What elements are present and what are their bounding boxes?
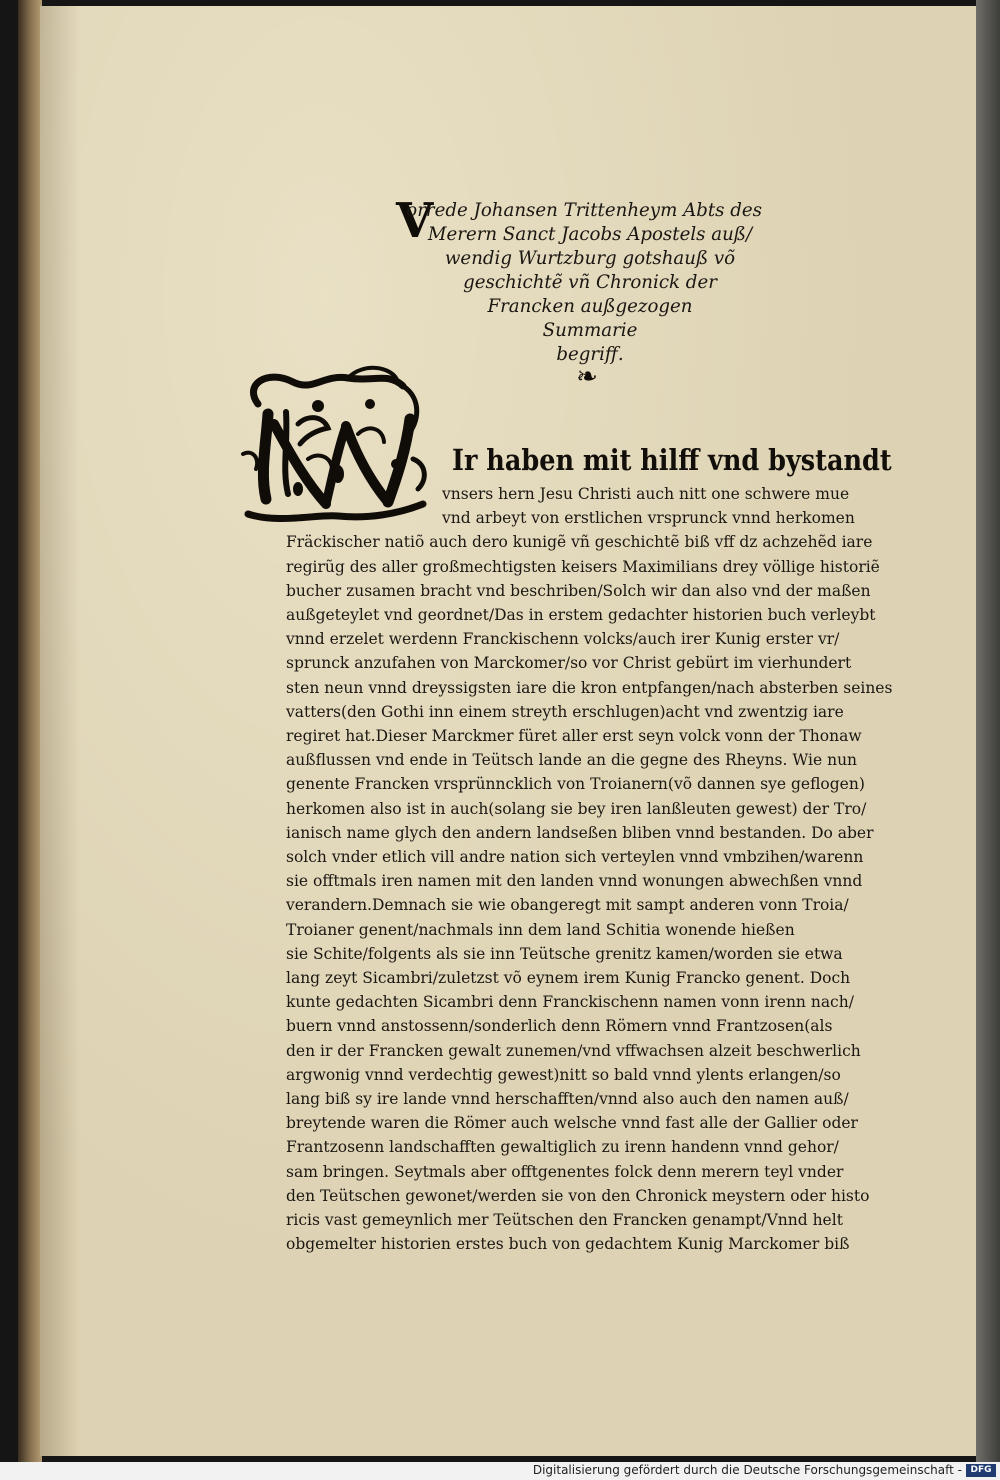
body-line: verandern.Demnach sie wie obangeregt mit sampt anderen vonn Troia/	[286, 896, 849, 915]
body-line: argwonig vnnd verdechtig gewest)nitt so bald vnnd ylents erlangen/so	[286, 1065, 841, 1084]
fleuron-ornament: ❧	[576, 362, 598, 392]
body-line: Troianer genent/nachmals inn dem land Schitia wonende hießen	[286, 920, 795, 939]
body-line: den ir der Francken gewalt zunemen/vnd vffwachsen alzeit beschwerlich	[286, 1041, 861, 1060]
body-line: vatters(den Gothi inn einem streyth erschlugen)acht vnd zwentzig iare	[286, 702, 844, 721]
body-line: buern vnnd anstossenn/sonderlich denn Römern vnnd Frantzosen(als	[286, 1017, 833, 1036]
body-line: vnd arbeyt von erstlichen vrsprunck vnnd herkomen	[442, 509, 855, 528]
decorated-initial-w	[238, 364, 434, 524]
body-line: Fräckischer natiõ auch dero kunigẽ vñ geschichtẽ biß vff dz achzehẽd iare	[286, 533, 873, 552]
body-line: sie Schite/folgents als sie inn Teütsche grenitz kamen/worden sie etwa	[286, 944, 843, 963]
body-line: sten neun vnnd dreyssigsten iare die kron entpfangen/nach absterben seines	[286, 678, 893, 697]
body-line: obgemelter historien erstes buch von gedachtem Kunig Marckomer biß	[286, 1235, 850, 1254]
body-line: sie offtmals iren namen mit den landen vnnd wonungen abwechßen vnnd	[286, 872, 863, 891]
body-line: bucher zusamen bracht vnd beschriben/Solch wir dan also vnd der maßen	[286, 581, 871, 600]
body-line: herkomen also ist in auch(solang sie bey iren lanßleuten gewest) der Tro/	[286, 799, 867, 818]
book-spine-edge	[18, 0, 42, 1462]
page-right-edge	[976, 0, 1000, 1462]
heading-initial: V	[396, 193, 434, 249]
dfg-logo: DFG	[966, 1464, 996, 1477]
body-line: lang zeyt Sicambri/zuletzst võ eynem irem Kunig Francko genent. Doch	[286, 969, 851, 987]
body-line: regirũg des aller großmechtigsten keisers Maximilians drey völlige historiẽ	[286, 557, 880, 576]
body-line: ricis vast gemeynlich mer Teütschen den Francken genampt/Vnnd helt	[286, 1211, 843, 1229]
heading-line: geschichtẽ vñ Chronick der	[463, 271, 717, 293]
body-line: solch vnder etlich vill andre nation sich verteylen vnnd vmbzihen/warenn	[286, 848, 864, 866]
body-line: breytende waren die Römer auch welsche vnnd fast alle der Gallier oder	[286, 1114, 858, 1133]
preface-heading	[360, 193, 820, 366]
body-line: regiret hat.Dieser Marckmer füret aller erst seyn volck vonn der Thonaw	[286, 727, 862, 745]
body-line: ianisch name glych den andern landseßen bliben vnnd bestanden. Do aber	[286, 823, 874, 842]
heading-line: wendig Wurtzburg gotshauß võ	[444, 247, 736, 269]
digitization-footer	[0, 1462, 1000, 1480]
opening-line: Ir haben mit hilff vnd bystandt	[452, 443, 892, 477]
heading-line: Francken außgezogen	[487, 295, 693, 317]
body-line: außgeteylet vnd geordnet/Das in erstem gedachter historien buch verleybt	[286, 606, 876, 624]
body-line: vnsers hern Jesu Christi auch nitt one schwere mue	[442, 485, 850, 503]
body-line: genente Francken vrsprünncklich von Troianern(võ dannen sye geflogen)	[286, 775, 865, 794]
body-line: vnnd erzelet werdenn Franckischenn volcks/auch irer Kunig erster vr/	[286, 630, 840, 649]
body-line: Frantzosenn landschafften gewaltiglich zu irenn handenn vnnd gehor/	[286, 1138, 839, 1157]
body-line: lang biß sy ire lande vnnd herschafften/vnnd also auch den namen auß/	[286, 1090, 849, 1108]
body-line: den Teütschen gewonet/werden sie von den Chronick meystern oder histo	[286, 1186, 870, 1205]
heading-line: orrede Johansen Trittenheym Abts des	[406, 199, 763, 221]
body-line: kunte gedachten Sicambri denn Franckischenn namen vonn irenn nach/	[286, 993, 854, 1012]
body-line: sprunck anzufahen von Marckomer/so vor Christ gebürt im vierhundert	[286, 654, 852, 673]
body-line: außflussen vnd ende in Teütsch lande an die gegne des Rheyns. Wie nun	[286, 751, 858, 770]
heading-line: Summarie	[542, 319, 638, 341]
funding-credit: Digitalisierung gefördert durch die Deutsche Forschungsgemeinschaft -	[532, 1463, 962, 1477]
body-line: sam bringen. Seytmals aber offtgenentes folck denn merern teyl vnder	[286, 1162, 844, 1181]
heading-line: begriff.	[556, 343, 624, 365]
decorated-initial-w-graphic	[238, 364, 434, 524]
heading-line: Merern Sanct Jacobs Apostels auß/	[427, 223, 753, 245]
